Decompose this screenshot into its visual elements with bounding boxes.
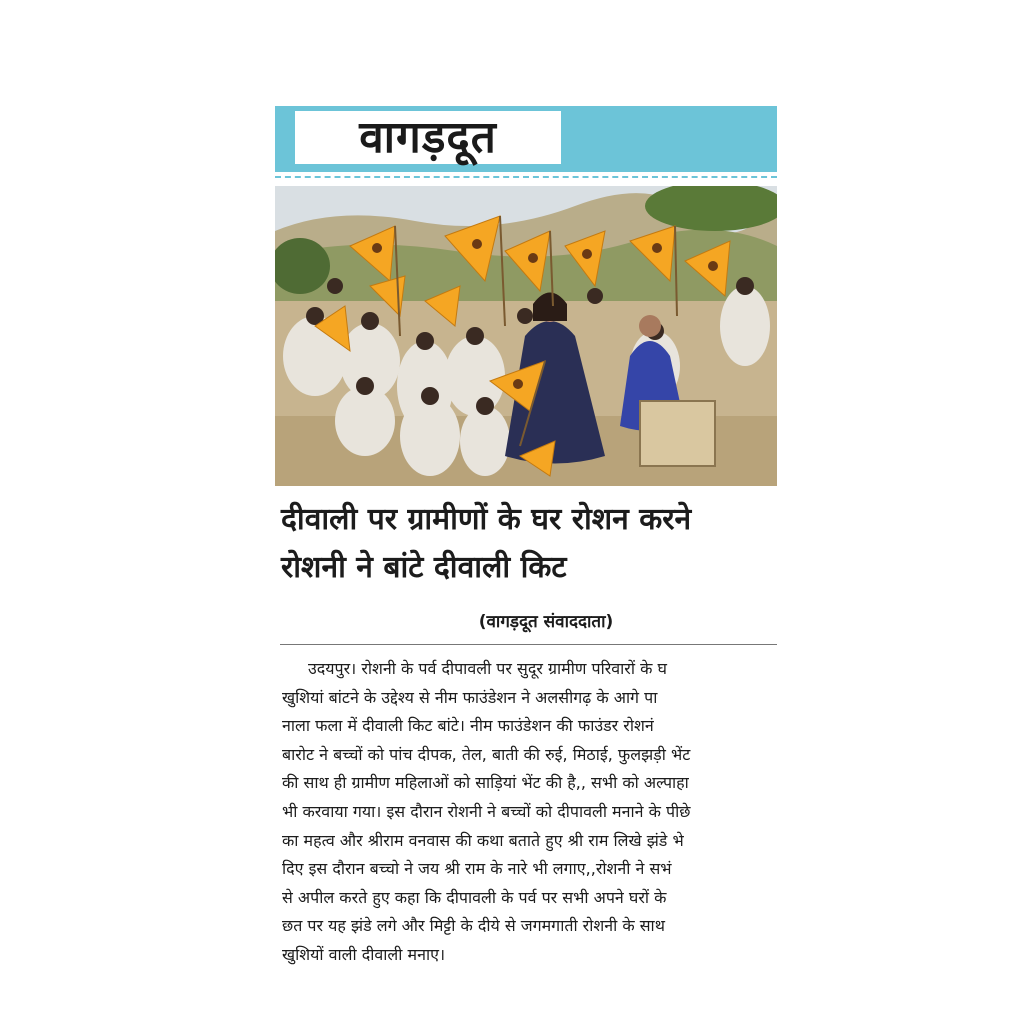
- newspaper-logo: [295, 111, 561, 164]
- byline-divider: [280, 644, 777, 645]
- body-line: नाला फला में दीवाली किट बांटे। नीम फाउंडेशन की फाउंडर रोशनं: [282, 716, 654, 736]
- article-headline: [281, 496, 777, 592]
- newspaper-clipping: [275, 106, 777, 976]
- body-line: दिए इस दौरान बच्चो ने जय श्री राम के नारे भी लगाए,,रोशनी ने सभं: [282, 859, 672, 879]
- body-line: बारोट ने बच्चों को पांच दीपक, तेल, बाती की रुई, मिठाई, फुलझड़ी भेंट: [282, 744, 691, 764]
- body-line: छत पर यह झंडे लगे और मिट्टी के दीये से जगमगाती रोशनी के साथ: [282, 916, 665, 936]
- headline-line: रोशनी ने बांटे दीवाली किट: [281, 550, 567, 585]
- article-body: [282, 655, 777, 970]
- news-photo-illustration: [275, 186, 777, 486]
- headline-line: दीवाली पर ग्रामीणों के घर रोशन करने: [281, 502, 692, 537]
- masthead-band: [275, 106, 777, 172]
- body-line: की साथ ही ग्रामीण महिलाओं को साड़ियां भेंट की है,, सभी को अल्पाहा: [282, 773, 689, 793]
- article-byline: (वागड़दूत संवाददाता): [478, 612, 614, 632]
- news-photo: [275, 186, 777, 486]
- body-line: से अपील करते हुए कहा कि दीपावली के पर्व पर सभी अपने घरों के: [282, 887, 667, 907]
- newspaper-logo-text: वागड़दूत: [359, 111, 497, 163]
- body-line: भी करवाया गया। इस दौरान रोशनी ने बच्चों को दीपावली मनाने के पीछे: [282, 801, 691, 821]
- body-line: खुशियां बांटने के उद्देश्य से नीम फाउंडेशन ने अलसीगढ़ के आगे पा: [282, 687, 658, 707]
- body-line: का महत्व और श्रीराम वनवास की कथा बताते हुए श्री राम लिखे झंडे भे: [282, 830, 684, 850]
- body-line: उदयपुर। रोशनी के पर्व दीपावली पर सुदूर ग्रामीण परिवारों के घ: [308, 659, 667, 678]
- masthead-divider: [275, 176, 777, 178]
- body-line: खुशियों वाली दीवाली मनाए।: [282, 944, 446, 964]
